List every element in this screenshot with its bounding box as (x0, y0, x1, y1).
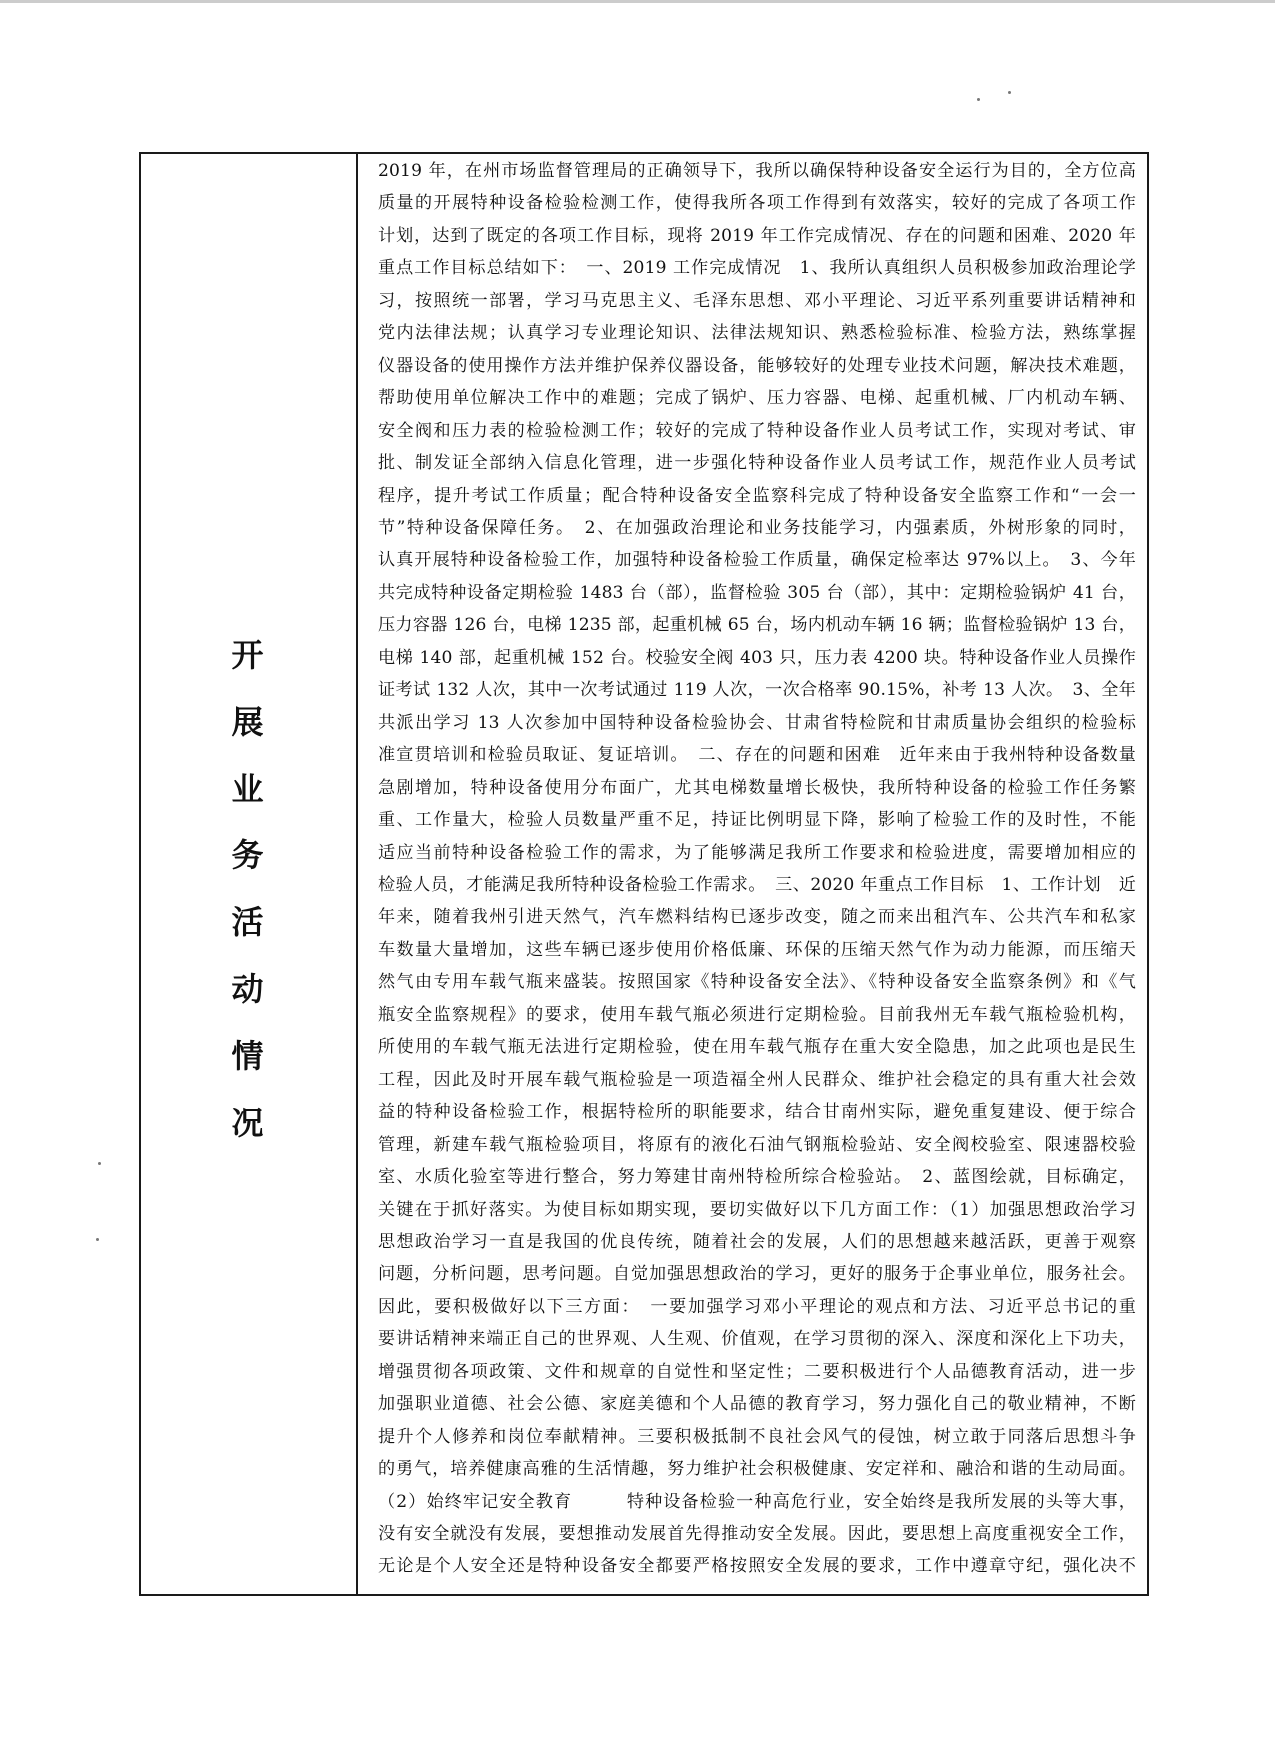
content-line: 问题，分析问题，思考问题。自觉加强思想政治的学习，更好的服务于企事业单位，服务社会。 (378, 1264, 1136, 1285)
content-line: 共派出学习 13 人次参加中国特种设备检验协会、甘肃省特检院和甘肃质量协会组织的检验标 (378, 712, 1136, 733)
content-line: 程序，提升考试工作质量；配合特种设备安全监察科完成了特种设备安全监察工作和“一会一 (378, 485, 1136, 506)
content-line: 工程，因此及时开展车载气瓶检验是一项造福全州人民群众、维护社会稳定的具有重大社会效 (378, 1069, 1136, 1090)
content-line: 2019 年，在州市场监督管理局的正确领导下，我所以确保特种设备安全运行为目的，全方位高 (378, 161, 1136, 181)
section-title-char: 情 (231, 1036, 264, 1075)
content-line: 室、水质化验室等进行整合，努力筹建甘南州特检所综合检验站。 2、蓝图绘就，目标确定， (378, 1167, 1136, 1188)
content-line: 提升个人修养和岗位奉献精神。三要积极抵制不良社会风气的侵蚀，树立敢于同落后思想斗争 (378, 1426, 1136, 1447)
section-title-char: 动 (231, 969, 264, 1008)
content-line: 加强职业道德、社会公德、家庭美德和个人品德的教育学习，努力强化自己的敬业精神，不断 (378, 1394, 1136, 1415)
content-line: 认真开展特种设备检验工作，加强特种设备检验工作质量，确保定检率达 97%以上。 3、今年 (378, 550, 1136, 571)
content-line: 然气由专用车载气瓶来盛装。按照国家《特种设备安全法》、《特种设备安全监察条例》和《气 (378, 972, 1136, 993)
content-line: 急剧增加，特种设备使用分布面广，尤其电梯数量增长极快，我所特种设备的检验工作任务繁 (378, 777, 1136, 798)
content-line: 因此，要积极做好以下三方面： 一要加强学习邓小平理论的观点和方法、习近平总书记的重 (378, 1296, 1136, 1317)
content-line: 益的特种设备检验工作，根据特检所的职能要求，结合甘南州实际，避免重复建设、便于综合 (378, 1102, 1136, 1123)
content-line: 证考试 132 人次，其中一次考试通过 119 人次，一次合格率 90.15%，补考 13 人次。 3、全年 (378, 680, 1136, 701)
content-line: 准宣贯培训和检验员取证、复证培训。 二、存在的问题和困难 近年来由于我州特种设备数量 (378, 745, 1136, 766)
column-divider (356, 152, 358, 1596)
content-line: 习，按照统一部署，学习马克思主义、毛泽东思想、邓小平理论、习近平系列重要讲话精神和 (378, 290, 1136, 311)
section-title-char: 况 (231, 1103, 264, 1142)
scan-speck (977, 98, 980, 101)
section-title-char: 务 (231, 836, 264, 875)
scan-speck (98, 1162, 101, 1165)
content-line: 共完成特种设备定期检验 1483 台（部），监督检验 305 台（部），其中：定期检验锅炉 41 台， (378, 582, 1136, 603)
content-line: 批、制发证全部纳入信息化管理，进一步强化特种设备作业人员考试工作，规范作业人员考试 (378, 453, 1136, 474)
content-line: 没有安全就没有发展，要想推动发展首先得推动安全发展。因此，要思想上高度重视安全工作， (378, 1524, 1136, 1545)
content-line: 质量的开展特种设备检验检测工作，使得我所各项工作得到有效落实，较好的完成了各项工作 (378, 193, 1136, 214)
content-line: 管理，新建车载气瓶检验项目，将原有的液化石油气钢瓶检验站、安全阀校验室、限速器校验 (378, 1134, 1136, 1155)
section-title-char: 展 (231, 702, 264, 741)
content-line: 电梯 140 部，起重机械 152 台。校验安全阀 403 只，压力表 4200 块。特种设备作业人员操作 (378, 647, 1136, 668)
scan-top-edge (0, 0, 1275, 3)
content-line: 思想政治学习一直是我国的优良传统，随着社会的发展，人们的思想越来越活跃，更善于观察 (378, 1231, 1136, 1252)
content-line: （2）始终牢记安全教育 特种设备检验一种高危行业，安全始终是我所发展的头等大事， (378, 1491, 1136, 1512)
content-line: 计划，达到了既定的各项工作目标，现将 2019 年工作完成情况、存在的问题和困难、2020 年 (378, 225, 1136, 246)
section-title-char: 业 (231, 769, 264, 808)
content-line: 节”特种设备保障任务。 2、在加强政治理论和业务技能学习，内强素质，外树形象的同时， (378, 517, 1136, 538)
content-line: 所使用的车载气瓶无法进行定期检验，使在用车载气瓶存在重大安全隐患，加之此项也是民生 (378, 1037, 1136, 1058)
content-line: 车数量大量增加，这些车辆已逐步使用价格低廉、环保的压缩天然气作为动力能源，而压缩天 (378, 939, 1136, 960)
section-title-char: 开 (231, 636, 264, 674)
content-line: 年来，随着我州引进天然气，汽车燃料结构已逐步改变，随之而来出租汽车、公共汽车和私家 (378, 907, 1136, 928)
content-line: 安全阀和压力表的检验检测工作；较好的完成了特种设备作业人员考试工作，实现对考试、审 (378, 420, 1136, 441)
content-line: 帮助使用单位解决工作中的难题；完成了锅炉、压力容器、电梯、起重机械、厂内机动车辆、 (378, 388, 1136, 409)
content-line: 无论是个人安全还是特种设备安全都要严格按照安全发展的要求，工作中遵章守纪，强化决不 (378, 1556, 1136, 1577)
scan-speck (96, 1238, 99, 1241)
content-line: 瓶安全监察规程》的要求，使用车载气瓶必须进行定期检验。目前我州无车载气瓶检验机构， (378, 1004, 1136, 1025)
section-content (378, 155, 1150, 1596)
content-line: 关键在于抓好落实。为使目标如期实现，要切实做好以下几方面工作：（1）加强思想政治学习 (378, 1199, 1136, 1220)
content-line: 的勇气，培养健康高雅的生活情趣，努力维护社会积极健康、安定祥和、融洽和谐的生动局面。 (378, 1459, 1136, 1480)
content-line: 党内法律法规；认真学习专业理论知识、法律法规知识、熟悉检验标准、检验方法，熟练掌握 (378, 323, 1136, 344)
content-line: 检验人员，才能满足我所特种设备检验工作需求。 三、2020 年重点工作目标 1、工作计划 近 (378, 874, 1136, 895)
content-line: 仪器设备的使用操作方法并维护保养仪器设备，能够较好的处理专业技术问题，解决技术难题， (378, 355, 1136, 376)
section-title-vertical (139, 622, 356, 1156)
scan-speck (1008, 91, 1011, 94)
content-line: 要讲话精神来端正自己的世界观、人生观、价值观，在学习贯彻的深入、深度和深化上下功夫， (378, 1329, 1136, 1350)
content-line: 重、工作量大，检验人员数量严重不足，持证比例明显下降，影响了检验工作的及时性，不能 (378, 810, 1136, 831)
section-title-char: 活 (231, 903, 264, 942)
content-line: 适应当前特种设备检验工作的需求，为了能够满足我所工作要求和检验进度，需要增加相应的 (378, 842, 1136, 863)
content-line: 增强贯彻各项政策、文件和规章的自觉性和坚定性；二要积极进行个人品德教育活动，进一步 (378, 1361, 1136, 1382)
content-line: 压力容器 126 台，电梯 1235 部，起重机械 65 台，场内机动车辆 16 辆；监督检验锅炉 13 台， (378, 615, 1136, 636)
content-line: 重点工作目标总结如下： 一、2019 工作完成情况 1、我所认真组织人员积极参加政治理论学 (378, 258, 1136, 279)
